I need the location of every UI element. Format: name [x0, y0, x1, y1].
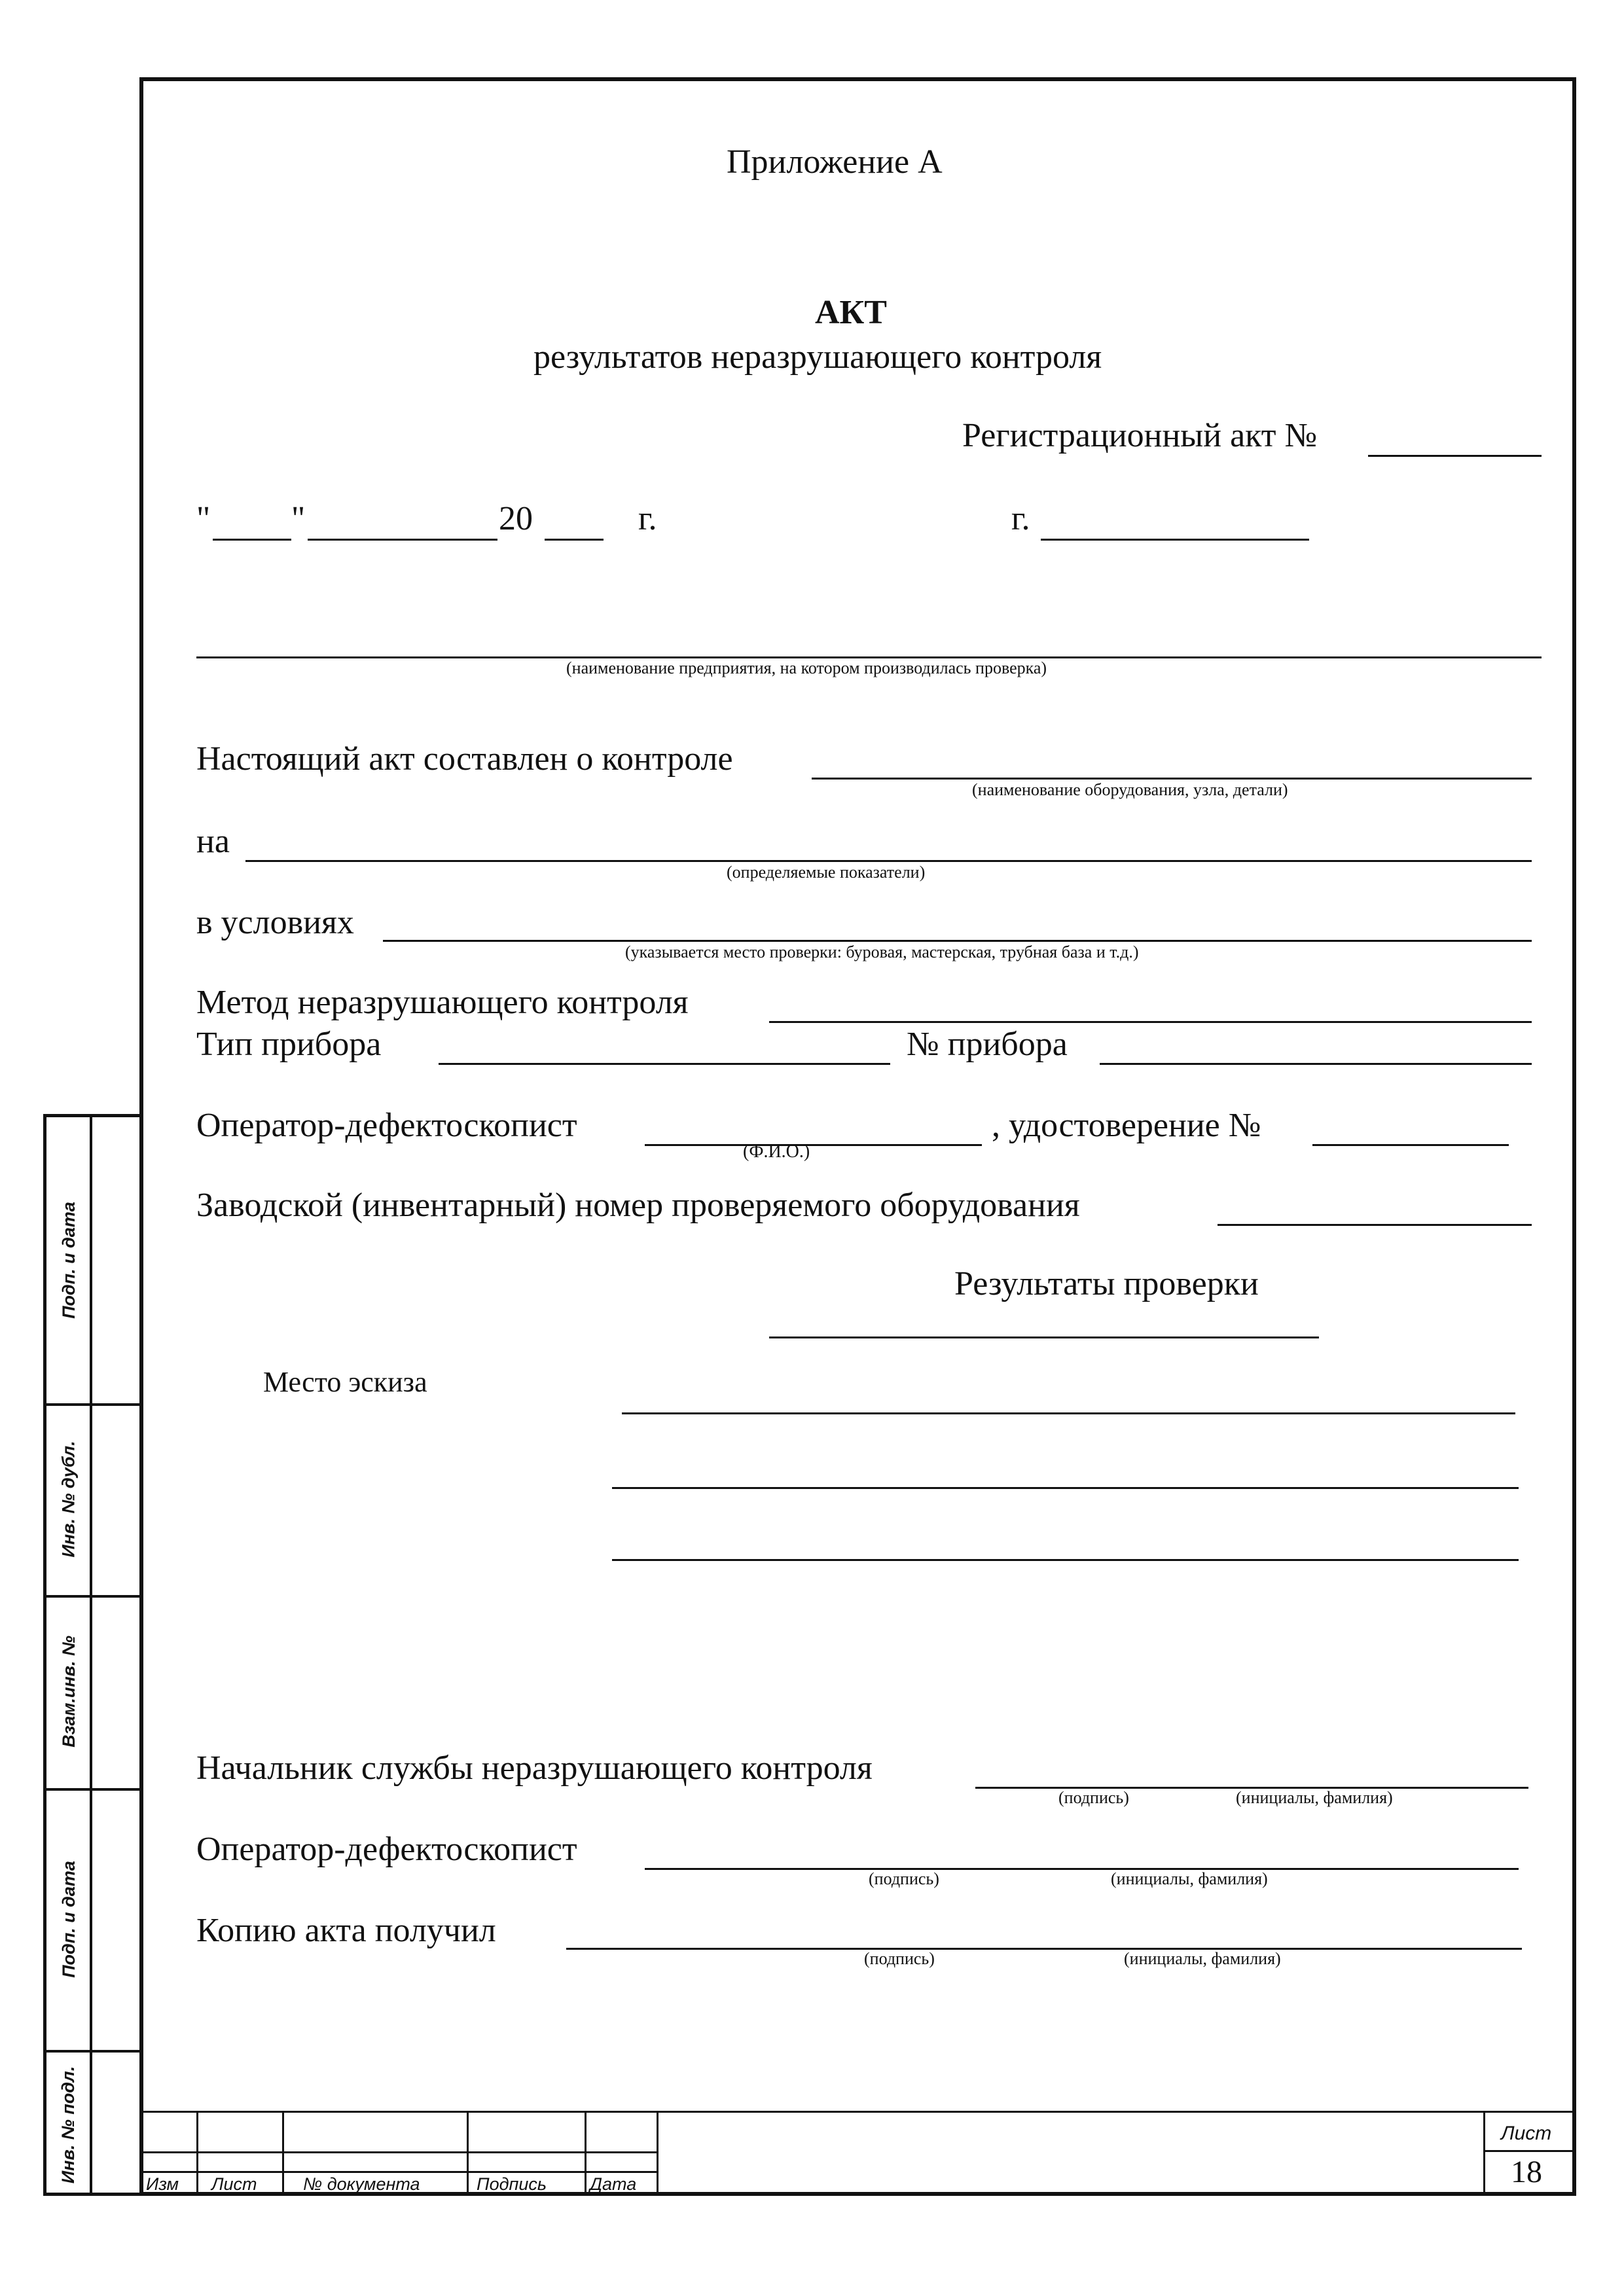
stamp-doc-no: № документа	[303, 2174, 420, 2194]
results-title: Результаты проверки	[954, 1265, 1259, 1302]
reg-act-label: Регистрационный акт №	[962, 417, 1318, 454]
conditions-label: в условиях	[196, 904, 354, 941]
copy-name-caption: (инициалы, фамилия)	[1124, 1949, 1281, 1968]
device-no-label: № прибора	[907, 1026, 1068, 1063]
device-type-label: Тип прибора	[196, 1026, 382, 1063]
result-line-1[interactable]	[622, 1412, 1515, 1414]
chief-name-caption: (инициалы, фамилия)	[1236, 1788, 1393, 1807]
year-prefix: 20	[499, 500, 533, 537]
stamp-signature: Подпись	[477, 2174, 547, 2194]
copy-line[interactable]	[566, 1948, 1522, 1950]
reg-act-line[interactable]	[1368, 455, 1542, 457]
side-label-sign-date-2: Подп. и дата	[58, 1860, 79, 1978]
side-label-dup-inv: Инв. № дубл.	[58, 1441, 79, 1558]
operator-line[interactable]	[645, 1144, 982, 1146]
operator-sign-caption: (подпись)	[869, 1869, 939, 1888]
appendix-label: Приложение А	[727, 143, 943, 181]
year-line[interactable]	[545, 539, 604, 541]
act-control-label: Настоящий акт составлен о контроле	[196, 740, 733, 778]
sketch-place-label: Место эскиза	[263, 1366, 427, 1398]
serial-line[interactable]	[1218, 1224, 1532, 1226]
serial-label: Заводской (инвентарный) номер проверяемого оборудования	[196, 1187, 1080, 1224]
device-no-line[interactable]	[1100, 1063, 1532, 1065]
results-underline	[769, 1336, 1319, 1338]
stamp-sheet-number: 18	[1511, 2155, 1542, 2189]
on-caption: (определяемые показатели)	[727, 863, 926, 882]
chief-label: Начальник службы неразрушающего контроля	[196, 1749, 873, 1787]
quote-open: "	[196, 500, 211, 537]
operator-label: Оператор-дефектоскопист	[196, 1107, 577, 1144]
month-line[interactable]	[308, 539, 497, 541]
operator-name-caption: (инициалы, фамилия)	[1111, 1869, 1268, 1888]
method-line[interactable]	[769, 1021, 1532, 1023]
day-line[interactable]	[213, 539, 291, 541]
result-line-2[interactable]	[612, 1487, 1519, 1489]
result-line-3[interactable]	[612, 1559, 1519, 1561]
side-label-orig-inv: Инв. № подл.	[58, 2066, 79, 2183]
city-label: г.	[1011, 500, 1030, 537]
title-block	[139, 2111, 1576, 2196]
side-label-replace-inv: Взам.инв. №	[58, 1636, 79, 1748]
city-line[interactable]	[1041, 539, 1309, 541]
quote-close: "	[291, 500, 306, 537]
stamp-list: Лист	[211, 2174, 257, 2194]
operator-sign-line[interactable]	[645, 1868, 1519, 1870]
act-subtitle: результатов неразрушающего контроля	[533, 338, 1102, 376]
enterprise-caption: (наименование предприятия, на котором производилась проверка)	[566, 658, 1047, 677]
device-type-line[interactable]	[439, 1063, 890, 1065]
conditions-caption: (указывается место проверки: буровая, мастерская, трубная база и т.д.)	[625, 942, 1139, 961]
certificate-line[interactable]	[1312, 1144, 1509, 1146]
operator-caption: (Ф.И.О.)	[743, 1141, 810, 1162]
year-suffix: г.	[638, 500, 657, 537]
on-label: на	[196, 823, 230, 860]
side-strip	[43, 1114, 139, 2196]
conditions-line[interactable]	[383, 940, 1532, 942]
act-title: АКТ	[815, 294, 887, 331]
copy-sign-caption: (подпись)	[864, 1949, 935, 1968]
on-line[interactable]	[245, 860, 1532, 862]
act-control-caption: (наименование оборудования, узла, детали)	[972, 780, 1288, 799]
act-control-line[interactable]	[812, 778, 1532, 780]
side-label-sign-date-1: Подп. и дата	[58, 1202, 79, 1319]
chief-sign-caption: (подпись)	[1058, 1788, 1129, 1807]
certificate-label: , удостоверение №	[992, 1107, 1261, 1144]
stamp-sheet-label: Лист	[1501, 2123, 1552, 2144]
stamp-izm: Изм	[146, 2174, 179, 2194]
operator-sign-label: Оператор-дефектоскопист	[196, 1831, 577, 1868]
stamp-date: Дата	[590, 2174, 637, 2194]
method-label: Метод неразрушающего контроля	[196, 984, 689, 1021]
copy-label: Копию акта получил	[196, 1912, 496, 1949]
